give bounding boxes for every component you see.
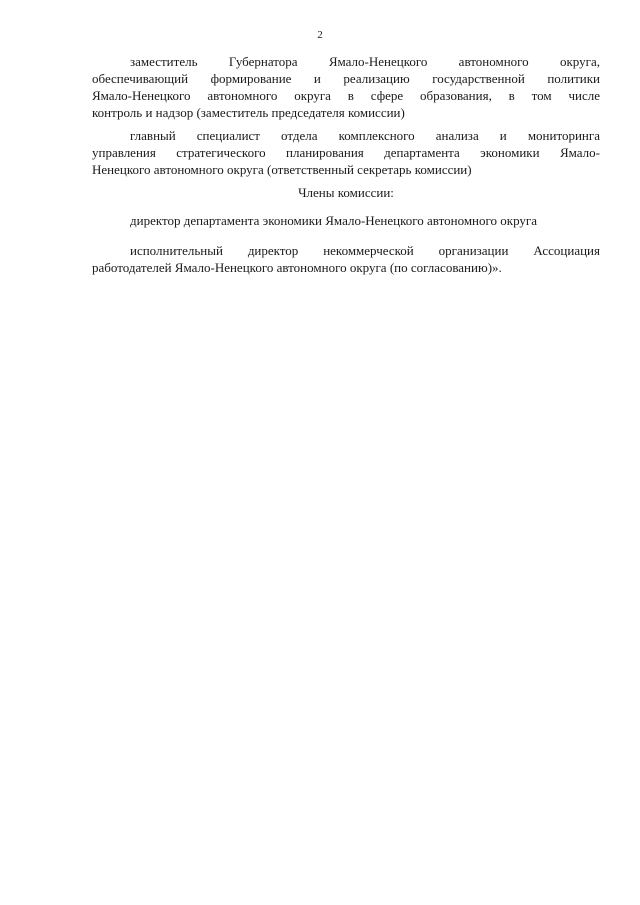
paragraph-line: работодателей Ямало-Ненецкого автономного округа (по согласованию)». xyxy=(92,260,502,275)
paragraph-line: заместитель Губернатора Ямало-Ненецкого автономного округа, xyxy=(130,54,600,69)
member-economics-director xyxy=(92,212,600,229)
member-executive-director xyxy=(92,242,600,276)
page-number: 2 xyxy=(317,29,323,41)
paragraph-deputy-governor xyxy=(92,53,600,121)
paragraph-line: исполнительный директор некоммерческой организации Ассоциация xyxy=(130,243,600,258)
section-heading: Члены комиссии: xyxy=(298,185,394,200)
paragraph-line: Ненецкого автономного округа (ответственный секретарь комиссии) xyxy=(92,162,472,177)
paragraph-line: контроль и надзор (заместитель председателя комиссии) xyxy=(92,105,405,120)
paragraph-line: главный специалист отдела комплексного анализа и мониторинга xyxy=(130,128,600,143)
paragraph-line: Ямало-Ненецкого автономного округа в сфере образования, в том числе xyxy=(92,88,600,103)
paragraph-line: обеспечивающий формирование и реализацию государственной политики xyxy=(92,71,600,86)
paragraph-line: директор департамента экономики Ямало-Ненецкого автономного округа xyxy=(130,213,538,228)
paragraph-chief-specialist xyxy=(92,127,600,178)
paragraph-line: управления стратегического планирования департамента экономики Ямало- xyxy=(92,145,600,160)
members-heading xyxy=(92,184,600,201)
